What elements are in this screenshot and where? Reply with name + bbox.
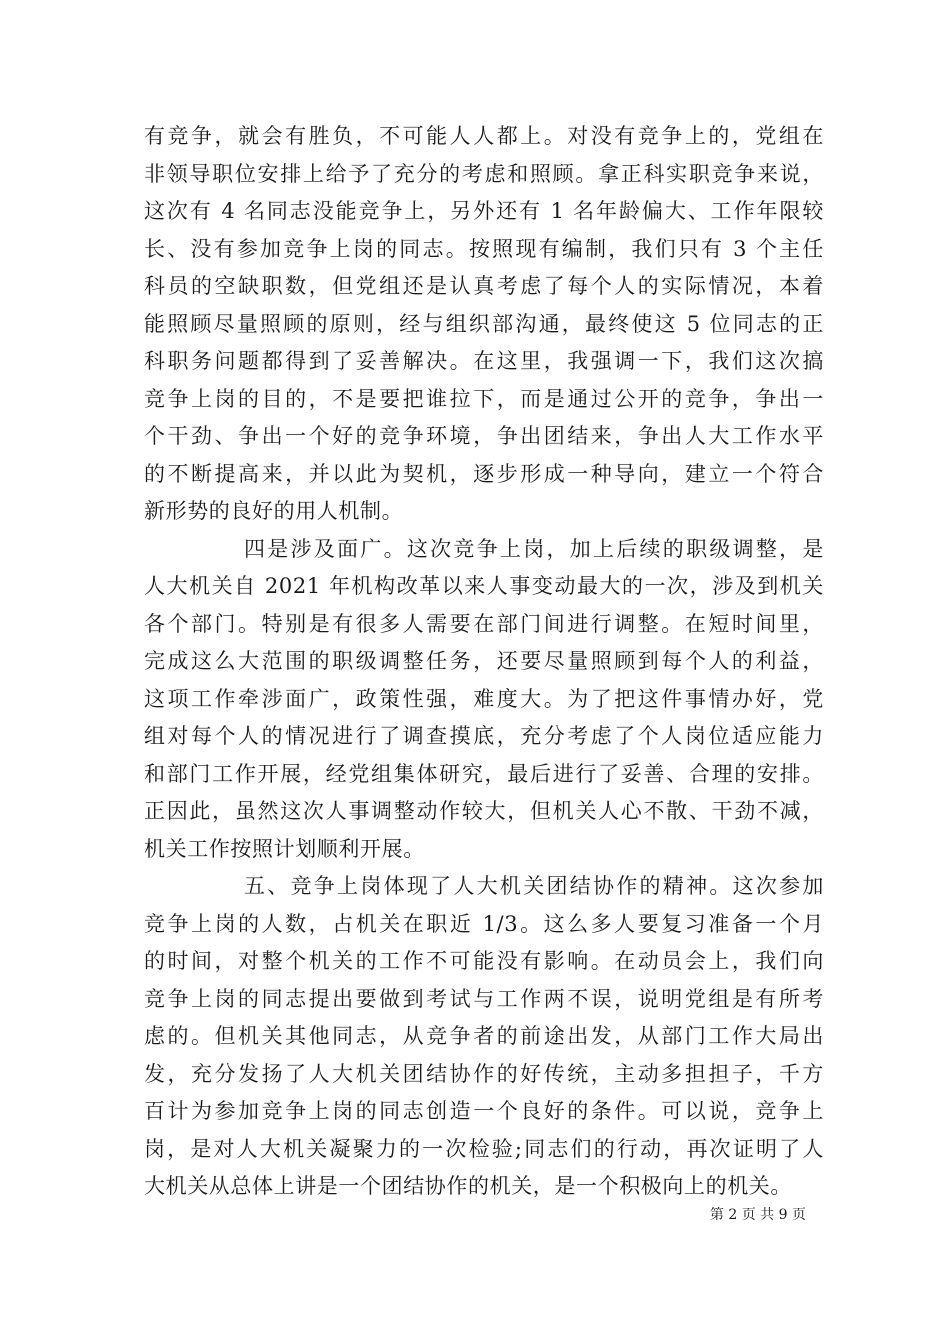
text-line: 各个部门。特别是有很多人需要在部门间进行调整。在短时间里，	[144, 611, 824, 636]
text-line: 完成这么大范围的职级调整任务，还要尽量照顾到每个人的利益，	[144, 649, 824, 673]
page-number-label: 第 2 页 共 9 页	[709, 1207, 806, 1223]
text-line: 新形势的良好的用人机制。	[144, 499, 404, 523]
text-line: 组对每个人的情况进行了调查摸底，充分考虑了个人岗位适应能力	[144, 724, 824, 748]
text-line: 和部门工作开展，经党组集体研究，最后进行了妥善、合理的安排。	[144, 761, 824, 786]
text-line: 正因此，虽然这次人事调整动作较大，但机关人心不散、干劲不减，	[144, 799, 824, 823]
text-line: 发，充分发扬了人大机关团结协作的好传统，主动多担担子，千方	[144, 1061, 824, 1086]
text-line: 个干劲、争出一个好的竞争环境，争出团结来，争出人大工作水平	[144, 424, 824, 448]
paragraph	[144, 868, 824, 1206]
text-line: 这次有 4 名同志没能竞争上，另外还有 1 名年龄偏大、工作年限较	[144, 199, 824, 223]
text-line: 长、没有参加竞争上岗的同志。按照现有编制，我们只有 3 个主任	[144, 236, 824, 261]
text-line: 五、竞争上岗体现了人大机关团结协作的精神。这次参加	[244, 874, 824, 898]
text-line: 有竞争，就会有胜负，不可能人人都上。对没有竞争上的，党组在	[144, 124, 824, 148]
text-line: 百计为参加竞争上岗的同志创造一个良好的条件。可以说，竞争上	[144, 1099, 824, 1123]
text-line: 能照顾尽量照顾的原则，经与组织部沟通，最终使这 5 位同志的正	[144, 311, 824, 336]
text-line: 岗，是对人大机关凝聚力的一次检验;同志们的行动，再次证明了人	[144, 1136, 824, 1161]
text-line: 大机关从总体上讲是一个团结协作的机关，是一个积极向上的机关。	[144, 1174, 792, 1198]
text-line: 竞争上岗的目的，不是要把谁拉下，而是通过公开的竞争，争出一	[144, 386, 824, 411]
paragraph	[144, 531, 824, 869]
text-line: 虑的。但机关其他同志，从竞争者的前途出发，从部门工作大局出	[144, 1024, 824, 1048]
text-line: 的不断提高来，并以此为契机，逐步形成一种导向，建立一个符合	[144, 461, 824, 486]
text-line: 机关工作按照计划顺利开展。	[144, 836, 425, 861]
text-line: 的时间，对整个机关的工作不可能没有影响。在动员会上，我们向	[144, 949, 824, 973]
text-line: 竞争上岗的同志提出要做到考试与工作两不误，说明党组是有所考	[144, 986, 824, 1011]
text-line: 竞争上岗的人数，占机关在职近 1/3。这么多人要复习准备一个月	[144, 911, 824, 936]
text-line: 科员的空缺职数，但党组还是认真考虑了每个人的实际情况，本着	[144, 274, 824, 298]
text-line: 非领导职位安排上给予了充分的考虑和照顾。拿正科实职竞争来说，	[144, 161, 824, 186]
text-line: 这项工作牵涉面广，政策性强，难度大。为了把这件事情办好，党	[144, 686, 824, 711]
paragraph	[144, 118, 824, 531]
text-line: 科职务问题都得到了妥善解决。在这里，我强调一下，我们这次搞	[144, 349, 824, 373]
page-footer	[0, 1204, 950, 1224]
text-line: 人大机关自 2021 年机构改革以来人事变动最大的一次，涉及到机关	[144, 574, 824, 598]
text-line: 四是涉及面广。这次竞争上岗，加上后续的职级调整，是	[244, 536, 824, 561]
document-body	[144, 118, 824, 1206]
